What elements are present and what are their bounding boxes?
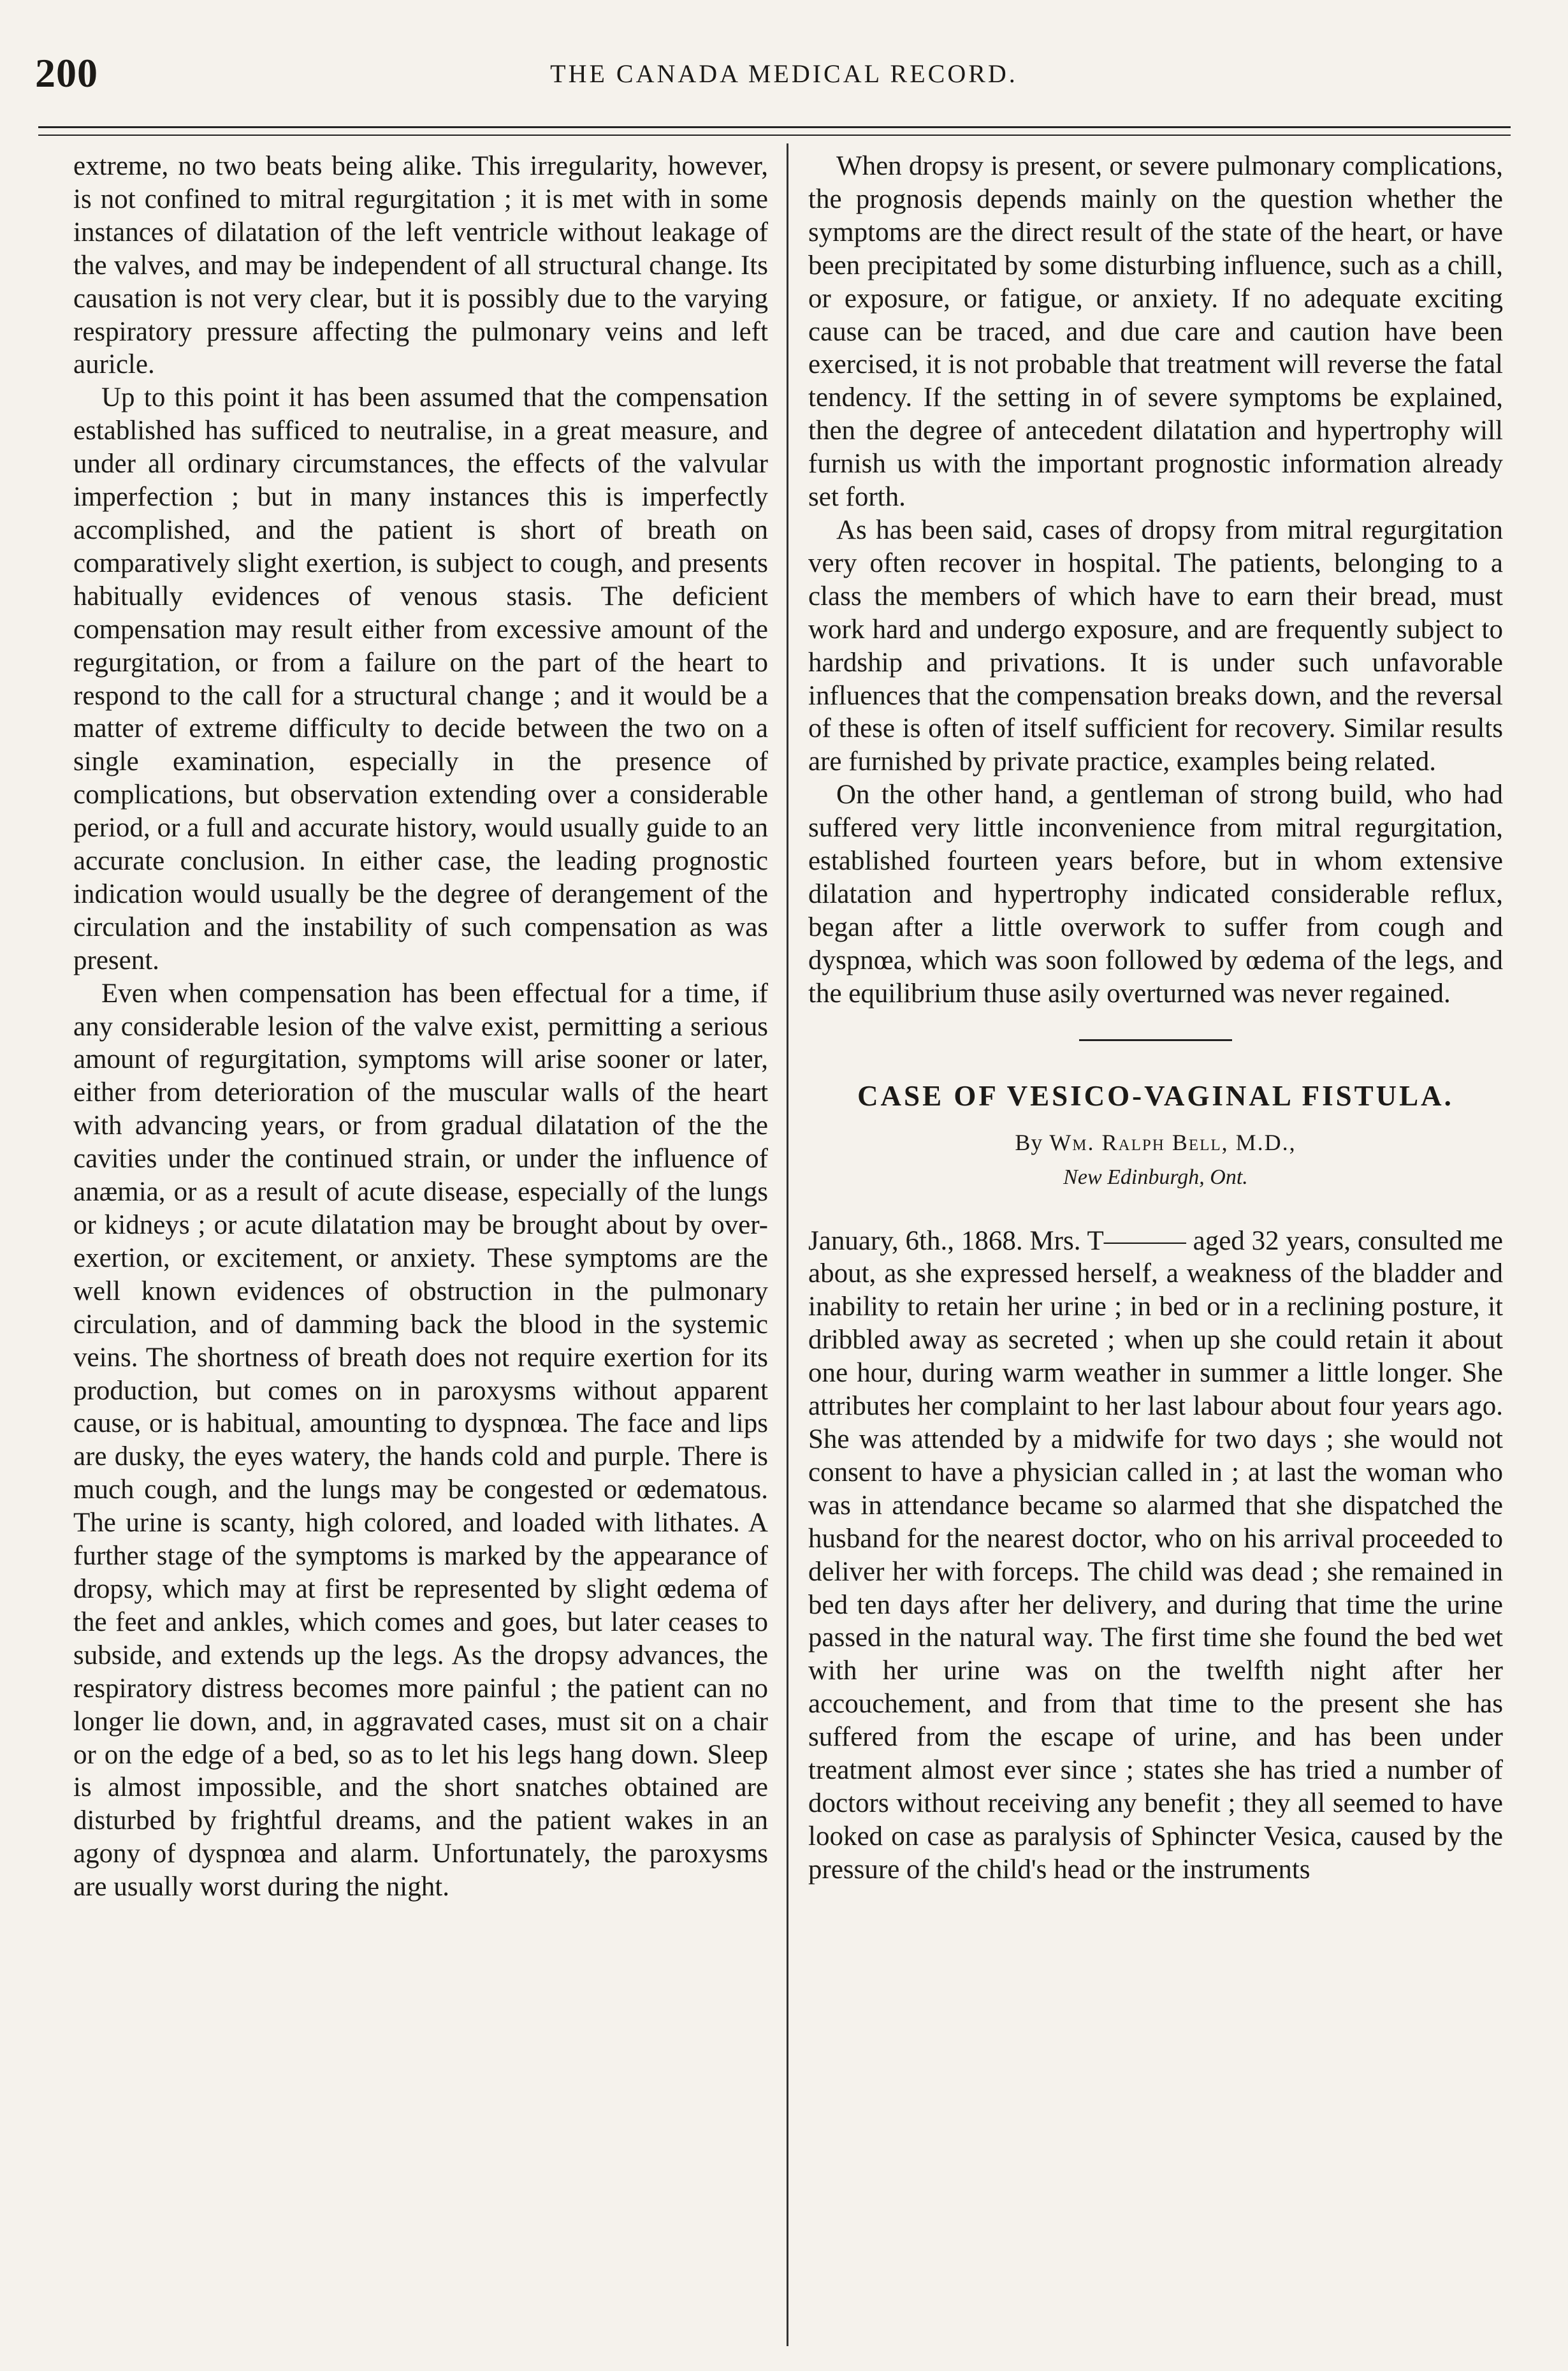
section-divider [1079, 1039, 1232, 1041]
paragraph: Even when compensation has been effectual for a time, if any considerable lesion of the valve exist, permitting a serious amount of regurgitation, symptoms will arise sooner or later, either from deterioration of the muscular walls of the heart with advancing years, or from gradual dilatation of the the cavities under the continued strain, or under the influence of anæmia, or as a result of acute disease, especially of the lungs or kidneys ; or acute dilatation may be brought about by over-exertion, or excitement, or anxiety. These symptoms are the well known evidences of obstruction in the pulmonary circulation, and of damming back the blood in the systemic veins. The shortness of breath does not require exertion for its production, but comes on in paroxysms without apparent cause, or is habitual, amounting to dyspnœa. The face and lips are dusky, the eyes watery, the hands cold and purple. There is much cough, and the lungs may be congested or œdematous. The urine is scanty, high colored, and loaded with lithates. A further stage of the symptoms is marked by the appearance of dropsy, which may at first be represented by slight œdema of the feet and ankles, which comes and goes, but later ceases to subside, and extends up the legs. As the dropsy advances, the respiratory distress becomes more painful ; the patient can no longer lie down, and, in aggravated cases, must sit on a chair or on the edge of a bed, so as to let his legs hang down. Sleep is almost impossible, and the short snatches obtained are disturbed by frightful dreams, and the patient wakes in an agony of dyspnœa and alarm. Unfortunately, the paroxysms are usually worst during the night. [73, 978, 768, 1902]
running-title: THE CANADA MEDICAL RECORD. [550, 59, 1018, 88]
author-name: Wm. Ralph Bell, M.D., [1049, 1129, 1296, 1155]
column-divider [787, 143, 788, 2346]
byline-prefix: By [1015, 1129, 1043, 1155]
paragraph: As has been said, cases of dropsy from mitral regurgitation very often recover in hospital. The patients, belonging to a class the members of which have to earn their bread, must work hard and undergo exposure, and are frequently subject to hardship and privations. It is under such unfavorable influences that the compensation breaks down, and the reversal of these is often of itself sufficient for recovery. Similar results are furnished by private practice, examples being related. [808, 514, 1503, 777]
author-location: New Edinburgh, Ont. [1063, 1165, 1248, 1189]
page-number: 200 [35, 50, 98, 96]
article-title: CASE OF VESICO-VAGINAL FISTULA. [857, 1079, 1454, 1112]
paragraph: extreme, no two beats being alike. This irregularity, however, is not confined to mitral regurgitation ; it is met with in some instances of dilatation of the left ventricle without leakage of the valves, and may be independent of all structural change. Its causation is not very clear, but it is possibly due to the varying respiratory pressure affecting the pulmonary veins and left auricle. [73, 151, 768, 380]
paragraph: When dropsy is present, or severe pulmonary complications, the prognosis depends mainly on the question whether the symptoms are the direct result of the state of the heart, or have been precipitated by some disturbing influence, such as a chill, or exposure, or fatigue, or anxiety. If no adequate exciting cause can be traced, and due care and caution have been exercised, it is not probable that treatment will reverse the fatal tendency. If the setting in of severe symptoms be explained, then the degree of antecedent dilatation and hypertrophy will furnish us with the important prognostic information already set forth. [808, 151, 1503, 513]
byline [808, 1127, 1503, 1158]
right-column [808, 150, 1503, 1886]
article-body: January, 6th., 1868. Mrs. T——— aged 32 years, consulted me about, as she expressed herself, a weakness of the bladder and inability to retain her urine ; in bed or in a reclining posture, it dribbled away as secreted ; when up she could retain it about one hour, during warm weather in summer a little longer. She attributes her complaint to her last labour about four years ago. She was attended by a midwife for two days ; she would not consent to have a physician called in ; at last the woman who was in attendance became so alarmed that she dispatched the husband for the nearest doctor, who on his arrival proceeded to deliver her with forceps. The child was dead ; she remained in bed ten days after her delivery, and during that time the urine passed in the natural way. The first time she found the bed wet with her urine was on the twelfth night after her accouchement, and from that time to the present she has suffered from the escape of urine, and has been under treatment almost ever since ; states she has tried a number of doctors without receiving any benefit ; they all seemed to have looked on case as paralysis of Sphincter Vesica, caused by the pressure of the child's head or the instruments [808, 1225, 1503, 1885]
paragraph: Up to this point it has been assumed that the compensation established has sufficed to neutralise, in a great measure, and under all ordinary circumstances, the effects of the valvular imperfection ; but in many instances this is imperfectly accomplished, and the patient is short of breath on comparatively slight exertion, is subject to cough, and presents habitually evidences of venous stasis. The deficient compensation may result either from excessive amount of the regurgitation, or from a failure on the part of the heart to respond to the call for a structural change ; and it would be a matter of extreme difficulty to decide between the two on a single examination, especially in the presence of complications, but observation extending over a considerable period, or a full and accurate history, would usually guide to an accurate conclusion. In either case, the leading prognostic indication would usually be the degree of derangement of the circulation and the instability of such compensation as was present. [73, 383, 768, 975]
left-column [73, 150, 768, 1904]
header-rule [38, 126, 1511, 136]
paragraph: On the other hand, a gentleman of strong build, who had suffered very little inconvenience from mitral regurgitation, established fourteen years before, but in whom extensive dilatation and hypertrophy indicated considerable reflux, began after a little overwork to suffer from cough and dyspnœa, which was soon followed by œdema of the legs, and the equilibrium thuse asily overturned was never regained. [808, 780, 1503, 1009]
